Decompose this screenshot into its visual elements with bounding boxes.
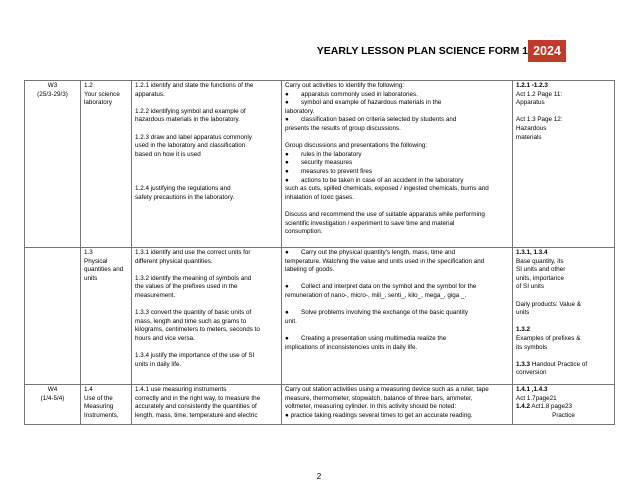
unit-title: 1.3 Physical quantities and units bbox=[84, 249, 124, 282]
bullet-icon: ● bbox=[285, 334, 289, 342]
standards-cell bbox=[132, 81, 282, 248]
standard-text: 1.3.2 identify the meaning of symbols and the values of the prefixes used in the measurement. bbox=[135, 274, 252, 299]
unit-cell bbox=[81, 385, 132, 425]
bullet-item: ● Solve problems involving the exchange of the basic quantity unit. bbox=[285, 309, 468, 325]
table-row bbox=[25, 81, 615, 248]
resource-ref: 1.3.3 bbox=[516, 360, 531, 368]
week-label: W3 bbox=[47, 82, 58, 89]
resource-text: Act 1.2 Page 11: Apparatus bbox=[516, 90, 563, 107]
unit-cell bbox=[81, 248, 132, 385]
activity-continuation: presents the results of group discussions. bbox=[285, 124, 401, 132]
standard-text: 1.2.2 identifying symbol and example of hazardous materials in the laboratory. bbox=[135, 107, 246, 124]
resource-ref: 1.4.1 ,1.4.3 bbox=[516, 386, 548, 393]
bullet-item: ● actions to be taken in case of an accident in the laboratory bbox=[285, 176, 464, 184]
resource-text: Act1.8 page23 bbox=[530, 403, 573, 411]
week-cell bbox=[25, 81, 81, 248]
standard-text: 1.2.1 identify and state the functions of the apparatus. bbox=[135, 82, 254, 98]
table-row bbox=[25, 248, 615, 385]
bullet-item: ● rules in the laboratory bbox=[285, 150, 362, 158]
activity-discussion: Discuss and recommend the use of suitable apparatus while performing scientific investigation / experiment to save time and material consumption. bbox=[285, 210, 485, 236]
standard-text: 1.2.4 justifying the regulations and safety precautions in the laboratory. bbox=[135, 185, 235, 201]
resource-ref: 1.3.2 bbox=[516, 326, 531, 334]
bullet-icon: ● bbox=[285, 176, 289, 184]
activity-text: Carry out station activities using a measuring device such as a ruler, tape measure, thermometer, stopwatch, balance of three bars, ammeter, voltmeter, measuring cylinder. In this activity should be noted: bbox=[285, 386, 489, 411]
week-dates: (25/3-29/3) bbox=[37, 90, 68, 98]
resource-text: Daily products: Value & units bbox=[516, 300, 581, 317]
bullet-icon: ● bbox=[285, 150, 289, 158]
resource-text: Act 1.7page21 bbox=[516, 394, 557, 402]
bullet-item: ● practice taking readings several times to get an accurate reading. bbox=[285, 411, 473, 419]
document-title: YEARLY LESSON PLAN SCIENCE FORM 1 bbox=[316, 45, 528, 57]
bullet-icon: ● bbox=[285, 116, 289, 124]
bullet-item: ● symbol and example of hazardous materials in the bbox=[285, 99, 442, 107]
standards-cell bbox=[132, 385, 282, 425]
bullet-icon: ● bbox=[285, 249, 289, 256]
bullet-icon: ● bbox=[285, 167, 289, 175]
bullet-item: ● apparatus commonly used in laboratories. bbox=[285, 90, 418, 98]
standard-text: 1.4.1 use measuring instruments correctly and in the right way, to measure the accurately and consistently the quantities of length, mass, time, temperature and electric bbox=[135, 386, 261, 419]
bullet-icon: ● bbox=[285, 99, 289, 107]
resources-cell bbox=[513, 248, 615, 385]
activities-cell bbox=[282, 81, 513, 248]
resources-cell bbox=[513, 385, 615, 425]
bullet-icon: ● bbox=[285, 159, 289, 167]
resource-line bbox=[516, 361, 611, 378]
resource-text: Practice bbox=[552, 411, 575, 419]
standards-cell bbox=[132, 248, 282, 385]
week-dates: (1/4-5/4) bbox=[40, 394, 65, 402]
year-badge: 2024 bbox=[528, 40, 566, 62]
resource-text: Act 1.3 Page 12: Hazardous materials bbox=[516, 116, 563, 141]
resources-cell bbox=[513, 81, 615, 248]
bullet-item: ● measures to prevent fires bbox=[285, 167, 373, 175]
table-row bbox=[25, 385, 615, 425]
standard-text: 1.3.3 convert the quantity of basic units of mass, length and time such as grams to kilograms, centimeters to meters, seconds to hours and vice versa. bbox=[135, 309, 260, 342]
bullet-icon: ● bbox=[285, 309, 289, 317]
bullet-item: ● Collect and interpret data on the symbol and the symbol for the remuneration of nano-, micro-, mili_, senti_, kilo_, mega_, giga _. bbox=[285, 283, 477, 299]
activities-intro: Carry out activities to identify the following: bbox=[285, 82, 404, 89]
bullet-item: ● classification based on criteria selected by students and bbox=[285, 116, 457, 124]
week-label: W4 bbox=[47, 386, 58, 393]
bullet-icon: ● bbox=[285, 411, 289, 419]
activities-cell bbox=[282, 385, 513, 425]
activity-continuation: laboratory. bbox=[285, 107, 315, 115]
bullet-icon: ● bbox=[285, 283, 289, 291]
activities-cell bbox=[282, 248, 513, 385]
week-cell bbox=[25, 248, 81, 385]
unit-title: 1.2 Your science laboratory bbox=[84, 82, 120, 107]
resource-ref: 1.2.1 -1.2.3 bbox=[516, 82, 548, 89]
standard-text: 1.3.4 justify the importance of the use of SI units in daily life. bbox=[135, 352, 255, 368]
bullet-item: ● security measures bbox=[285, 159, 353, 167]
bullet-icon: ● bbox=[285, 90, 289, 98]
page-number: 2 bbox=[316, 472, 322, 481]
bullet-item: ● Carry out the physical quantity's length, mass, time and temperature. Watching the value and units used in the specification and labeling of goods. bbox=[285, 249, 485, 274]
unit-cell bbox=[81, 81, 132, 248]
lesson-plan-table bbox=[24, 80, 615, 425]
page-header bbox=[0, 40, 638, 64]
bullet-item: ● Creating a presentation using multimedia realize the implications of inconsistencies units in daily life. bbox=[285, 334, 447, 351]
resource-ref: 1.4.2 bbox=[516, 403, 531, 411]
week-cell bbox=[25, 385, 81, 425]
standard-text: 1.2.3 draw and label apparatus commonly used in the laboratory and classification based on how it is used bbox=[135, 133, 252, 158]
resource-text: Base quantity, its SI units and other units, importance of SI units bbox=[516, 257, 566, 291]
resource-line bbox=[516, 403, 611, 412]
resource-text: Examples of prefixes & its symbols bbox=[516, 334, 581, 351]
unit-title: 1.4 Use of the Measuring Instruments, bbox=[84, 386, 119, 419]
activity-continuation: such as cuts, spilled chemicals, exposed / ingested chemicals, burns and inhalation of toxic gases. bbox=[285, 185, 489, 201]
activities-group: Group discussions and presentations the following: bbox=[285, 142, 428, 150]
standard-text: 1.3.1 identify and use the correct units for different physical quantities. bbox=[135, 249, 251, 265]
resource-ref: 1.3.1, 1.3.4 bbox=[516, 249, 548, 256]
resource-text: Handout Practice of conversion bbox=[516, 360, 588, 377]
